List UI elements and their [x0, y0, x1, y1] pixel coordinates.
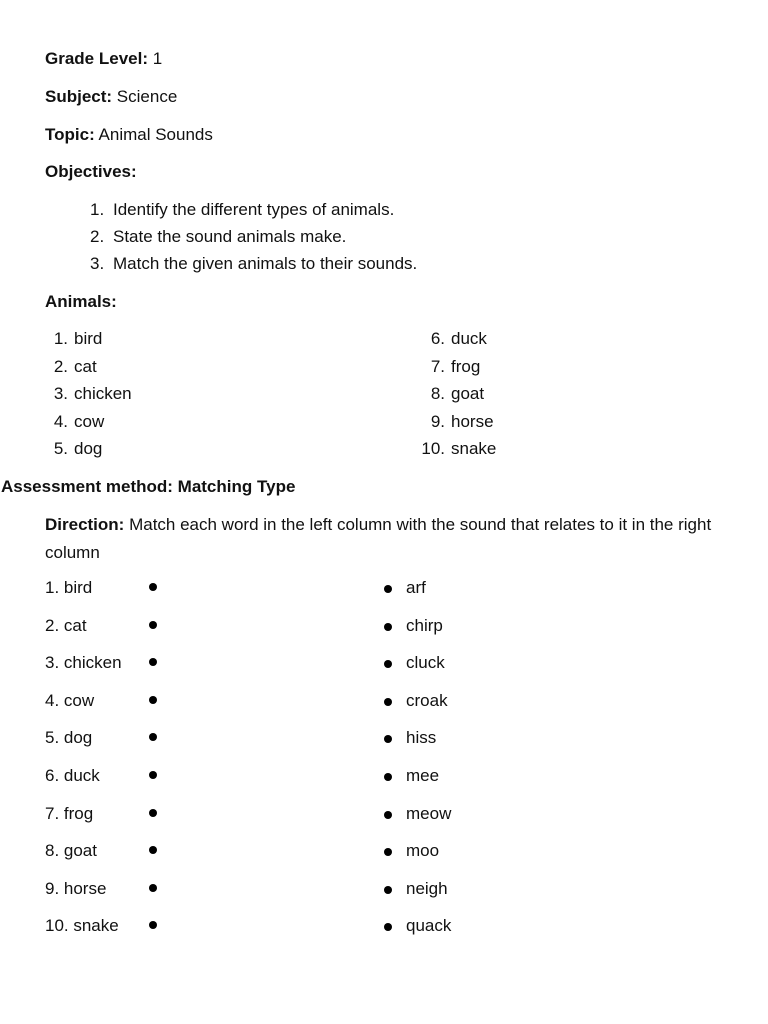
matching-animal: 3. chicken	[45, 653, 122, 673]
matching-row	[0, 803, 768, 841]
animal-name: chicken	[74, 384, 132, 403]
matching-dot-left[interactable]	[149, 583, 157, 591]
subject-value: Science	[116, 87, 178, 106]
animal-number: 1.	[53, 329, 68, 348]
matching-animal: 5. dog	[45, 728, 93, 748]
objective-text: Match the given animals to their sounds.	[113, 254, 418, 273]
objective-number: 3.	[90, 254, 105, 273]
matching-sound: mee	[406, 765, 440, 785]
matching-row	[0, 840, 768, 878]
animals-heading: Animals:	[45, 292, 117, 311]
matching-dot-left[interactable]	[149, 809, 157, 817]
animal-name: duck	[451, 329, 487, 348]
objective-item	[90, 253, 417, 280]
objectives-heading: Objectives:	[45, 162, 137, 181]
animal-name: horse	[451, 411, 494, 431]
matching-dot-right[interactable]	[384, 735, 392, 743]
matching-dot-right[interactable]	[384, 773, 392, 781]
matching-dot-left[interactable]	[149, 621, 157, 629]
matching-dot-right[interactable]	[384, 698, 392, 706]
topic-line	[45, 124, 213, 146]
matching-animal: 4. cow	[45, 690, 95, 710]
objective-number: 2.	[90, 227, 105, 246]
grade-level-value: 1	[152, 49, 163, 68]
matching-animal: 8. goat	[45, 841, 97, 861]
matching-dot-right[interactable]	[384, 585, 392, 593]
animal-number: 4.	[53, 411, 68, 431]
grade-level-line	[45, 48, 162, 70]
objectives-list	[90, 199, 417, 280]
animal-number: 5.	[53, 439, 68, 458]
matching-dot-right[interactable]	[384, 660, 392, 668]
matching-row	[0, 577, 768, 615]
animal-number: 6.	[430, 329, 445, 348]
objective-number: 1.	[90, 200, 105, 219]
matching-row	[0, 690, 768, 728]
animal-number: 8.	[430, 384, 445, 403]
matching-dot-left[interactable]	[149, 658, 157, 666]
matching-sound: meow	[406, 803, 452, 823]
direction-text: Match each word in the left column with the sound that relates to it in the right column	[45, 515, 712, 562]
animals-list-left	[52, 328, 132, 466]
direction-paragraph	[45, 511, 725, 567]
objective-item	[90, 226, 417, 253]
animal-item	[52, 383, 132, 411]
matching-dot-right[interactable]	[384, 623, 392, 631]
animal-item	[413, 411, 496, 439]
objective-item	[90, 199, 417, 226]
animal-item	[52, 438, 132, 466]
animal-name: snake	[451, 439, 497, 458]
animal-number: 2.	[53, 356, 68, 376]
matching-dot-right[interactable]	[384, 886, 392, 894]
matching-animal: 9. horse	[45, 878, 107, 898]
animal-name: cat	[74, 356, 97, 376]
animal-name: frog	[451, 356, 481, 376]
subject-label: Subject:	[45, 87, 113, 106]
matching-animal: 2. cat	[45, 615, 87, 635]
matching-sound: hiss	[406, 728, 437, 748]
subject-line	[45, 86, 177, 108]
topic-value: Animal Sounds	[98, 125, 213, 144]
matching-dot-left[interactable]	[149, 733, 157, 741]
matching-exercise	[0, 577, 768, 953]
matching-sound: arf	[406, 578, 426, 597]
matching-row	[0, 765, 768, 803]
direction-label: Direction:	[45, 515, 125, 534]
matching-sound: croak	[406, 690, 448, 710]
animal-item	[52, 328, 132, 356]
matching-row	[0, 878, 768, 916]
matching-animal: 1. bird	[45, 578, 93, 597]
animal-number: 7.	[430, 356, 445, 376]
objective-text: State the sound animals make.	[113, 227, 347, 246]
matching-row	[0, 727, 768, 765]
matching-sound: neigh	[406, 878, 448, 898]
animal-item	[52, 356, 132, 384]
animal-name: bird	[74, 329, 103, 348]
matching-dot-left[interactable]	[149, 696, 157, 704]
matching-sound: chirp	[406, 615, 443, 635]
objective-text: Identify the different types of animals.	[113, 200, 395, 219]
animal-name: goat	[451, 384, 485, 403]
matching-row	[0, 615, 768, 653]
matching-dot-left[interactable]	[149, 884, 157, 892]
animal-item	[413, 383, 496, 411]
matching-dot-left[interactable]	[149, 846, 157, 854]
animal-item	[413, 328, 496, 356]
assessment-heading: Assessment method: Matching Type	[1, 477, 296, 496]
matching-dot-right[interactable]	[384, 811, 392, 819]
matching-sound: cluck	[406, 653, 445, 673]
topic-label: Topic:	[45, 125, 95, 144]
animal-name: cow	[74, 411, 105, 431]
matching-sound: moo	[406, 841, 440, 861]
grade-level-label: Grade Level:	[45, 49, 148, 68]
matching-animal: 7. frog	[45, 803, 94, 823]
animal-number: 3.	[53, 384, 68, 403]
matching-row	[0, 652, 768, 690]
animal-item	[413, 356, 496, 384]
animal-name: dog	[74, 439, 103, 458]
matching-animal: 10. snake	[45, 916, 119, 936]
matching-dot-left[interactable]	[149, 921, 157, 929]
animal-item	[413, 438, 496, 466]
matching-dot-left[interactable]	[149, 771, 157, 779]
matching-animal: 6. duck	[45, 765, 100, 785]
animals-list-right	[413, 328, 496, 466]
animal-number: 10.	[421, 439, 445, 458]
animal-number: 9.	[430, 411, 445, 431]
matching-row	[0, 915, 768, 953]
matching-sound: quack	[406, 916, 452, 936]
matching-dot-right[interactable]	[384, 848, 392, 856]
matching-dot-right[interactable]	[384, 923, 392, 931]
animal-item	[52, 411, 132, 439]
